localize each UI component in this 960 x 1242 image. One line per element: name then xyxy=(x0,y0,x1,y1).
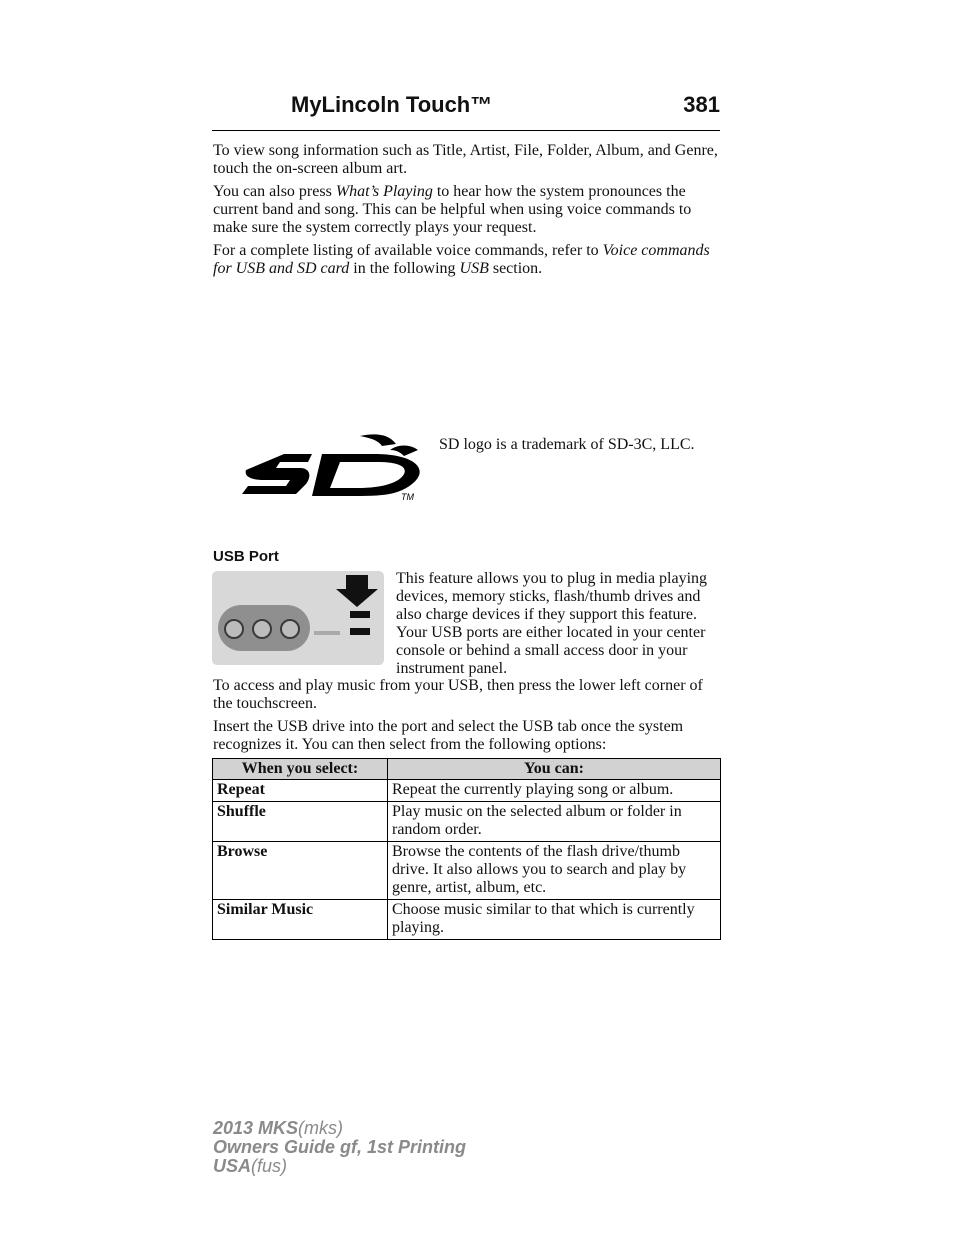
usb-reference: USB xyxy=(459,260,489,277)
sd-trademark-note: SD logo is a trademark of SD-3C, LLC. xyxy=(439,436,695,453)
option-description: Browse the contents of the flash drive/thumb drive. It also allows you to search and play by genre, artist, album, etc. xyxy=(388,842,721,900)
page-title: MyLincoln Touch™ xyxy=(291,92,493,117)
paragraph-insert-usb: Insert the USB drive into the port and select the USB tab once the system recognizes it. You can then select from the following options: xyxy=(213,718,684,753)
table-header-row xyxy=(213,759,721,780)
footer-line-guide: Owners Guide gf, 1st Printing xyxy=(213,1137,467,1157)
option-name: Repeat xyxy=(213,780,388,802)
whats-playing-term: What’s Playing xyxy=(335,183,433,200)
voice-commands-reference: Voice commands for USB and SD card xyxy=(213,242,710,277)
table-header-cell: You can: xyxy=(388,759,721,780)
paragraph-access-usb: To access and play music from your USB, then press the lower left corner of the touchscreen. xyxy=(213,677,703,712)
table-row xyxy=(213,842,721,900)
table-row xyxy=(213,900,721,940)
page-number: 381 xyxy=(683,92,720,117)
option-name: Shuffle xyxy=(213,802,388,842)
option-name: Similar Music xyxy=(213,900,388,940)
table-row xyxy=(213,802,721,842)
section-heading-usb-port: USB Port xyxy=(213,548,279,565)
paragraph-voice-commands: For a complete listing of available voice commands, refer to Voice commands for USB and SD card in the following USB section. xyxy=(213,242,710,277)
table-header-cell: When you select: xyxy=(213,759,388,780)
sd-logo-image xyxy=(240,432,422,502)
usb-options-table xyxy=(212,758,721,940)
paragraph-whats-playing: You can also press What’s Playing to hear how the system pronounces the current band and song. This can be helpful when using voice commands to make sure the system correctly plays your request. xyxy=(213,183,692,236)
usb-port-description: This feature allows you to plug in media playing devices, memory sticks, flash/thumb drives and also charge devices if they support this feature. Your USB ports are either located in your center console or behind a small access door in your instrument panel. xyxy=(396,570,708,677)
footer-line-model: 2013 MKS(mks) xyxy=(213,1118,344,1138)
paragraph-song-info: To view song information such as Title, Artist, File, Folder, Album, and Genre, touch the on-screen album art. xyxy=(213,142,718,177)
footer-line-region: USA(fus) xyxy=(213,1156,288,1176)
sd-logo-tm-text: TM xyxy=(401,492,414,502)
table-row xyxy=(213,780,721,802)
page-header xyxy=(212,90,720,131)
option-name: Browse xyxy=(213,842,388,900)
option-description: Repeat the currently playing song or album. xyxy=(388,780,721,802)
option-description: Choose music similar to that which is currently playing. xyxy=(388,900,721,940)
usb-port-illustration xyxy=(212,571,384,665)
document-footer xyxy=(213,1119,466,1176)
option-description: Play music on the selected album or folder in random order. xyxy=(388,802,721,842)
